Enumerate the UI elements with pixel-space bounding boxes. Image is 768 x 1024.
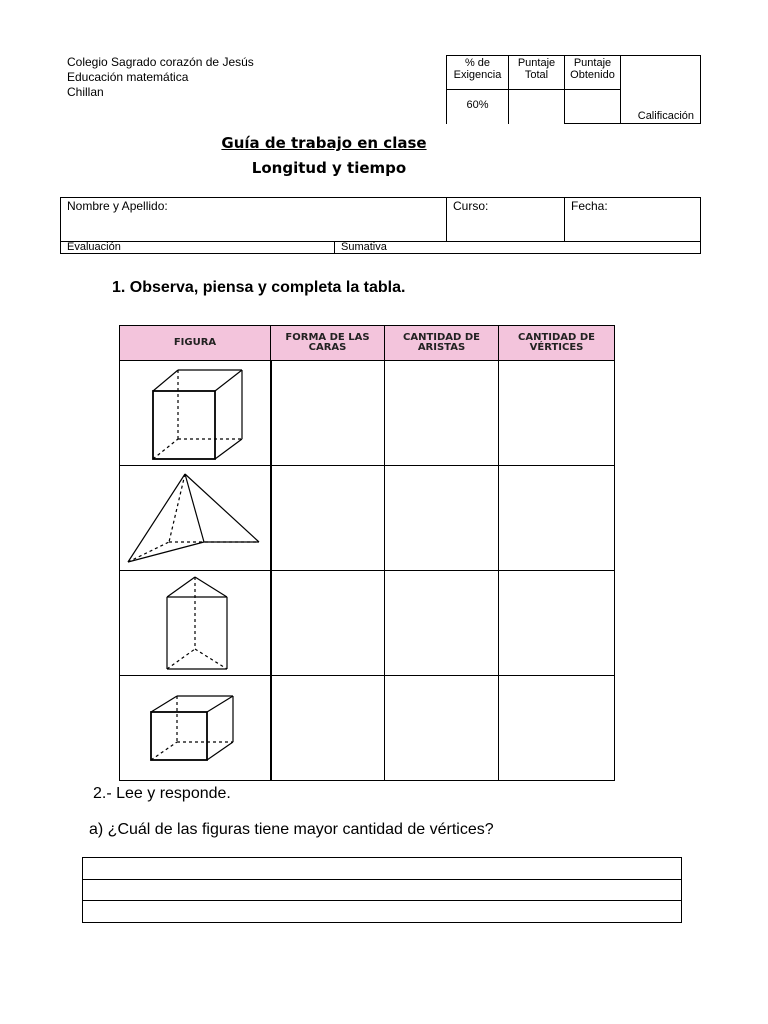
worksheet-title-text: Guía de trabajo en clase <box>221 134 427 152</box>
header-cantidad-aristas: CANTIDAD DE ARISTAS <box>385 326 499 361</box>
figure-cell <box>120 466 271 571</box>
aristas-answer[interactable] <box>385 571 499 676</box>
calificacion-cell <box>621 56 701 124</box>
header-forma-caras: FORMA DE LAS CARAS <box>271 326 385 361</box>
exigencia-header: % de Exigencia <box>447 56 509 90</box>
forma-caras-answer[interactable] <box>271 466 385 571</box>
worksheet-subtitle <box>0 159 768 177</box>
question-a: a) ¿Cuál de las figuras tiene mayor cantidad de vértices? <box>89 821 494 838</box>
curso-label: Curso: <box>453 199 489 213</box>
puntaje-obtenido-header: Puntaje Obtenido <box>565 56 621 90</box>
triangular-prism-icon <box>155 573 235 673</box>
fecha-field[interactable] <box>565 198 701 242</box>
answer-box[interactable] <box>82 857 682 923</box>
vertices-answer[interactable] <box>499 466 615 571</box>
puntaje-total-header: Puntaje Total <box>509 56 565 90</box>
puntaje-obtenido-field[interactable] <box>565 90 621 124</box>
sumativa-cell: Sumativa <box>335 242 701 254</box>
answer-line <box>83 879 681 880</box>
fecha-label: Fecha: <box>571 199 608 213</box>
table-row <box>120 466 615 571</box>
school-name: Colegio Sagrado corazón de Jesús <box>67 55 254 69</box>
question-1: 1. Observa, piensa y completa la tabla. <box>112 279 406 296</box>
nombre-label: Nombre y Apellido: <box>67 199 168 213</box>
worksheet-title <box>0 134 768 152</box>
table-row <box>120 571 615 676</box>
header-cantidad-vertices: CANTIDAD DE VÉRTICES <box>499 326 615 361</box>
forma-caras-answer[interactable] <box>271 361 385 466</box>
puntaje-total-field[interactable] <box>509 90 565 124</box>
evaluacion-cell: Evaluación <box>61 242 335 254</box>
score-table <box>446 55 701 124</box>
school-subject: Educación matemática <box>67 70 189 84</box>
header-figura: FIGURA <box>120 326 271 361</box>
calificacion-label: Calificación <box>637 110 694 122</box>
school-city: Chillan <box>67 85 104 99</box>
nombre-field[interactable] <box>61 198 447 242</box>
student-info-table <box>60 197 701 254</box>
figure-cell <box>120 571 271 676</box>
rectangular-prism-icon <box>140 363 250 463</box>
cube-icon <box>145 692 245 764</box>
vertices-answer[interactable] <box>499 361 615 466</box>
worksheet-subtitle-text: Longitud y tiempo <box>251 159 407 177</box>
shapes-table <box>119 325 615 781</box>
exigencia-value: 60% <box>447 90 509 124</box>
figure-cell <box>120 361 271 466</box>
forma-caras-answer[interactable] <box>271 571 385 676</box>
vertices-answer[interactable] <box>499 571 615 676</box>
vertices-answer[interactable] <box>499 676 615 781</box>
table-row <box>120 361 615 466</box>
square-pyramid-icon <box>125 468 265 568</box>
question-2: 2.- Lee y responde. <box>93 785 231 802</box>
aristas-answer[interactable] <box>385 676 499 781</box>
answer-line <box>83 900 681 901</box>
table-row <box>120 676 615 781</box>
curso-field[interactable] <box>447 198 565 242</box>
aristas-answer[interactable] <box>385 466 499 571</box>
figure-cell <box>120 676 271 781</box>
aristas-answer[interactable] <box>385 361 499 466</box>
forma-caras-answer[interactable] <box>271 676 385 781</box>
